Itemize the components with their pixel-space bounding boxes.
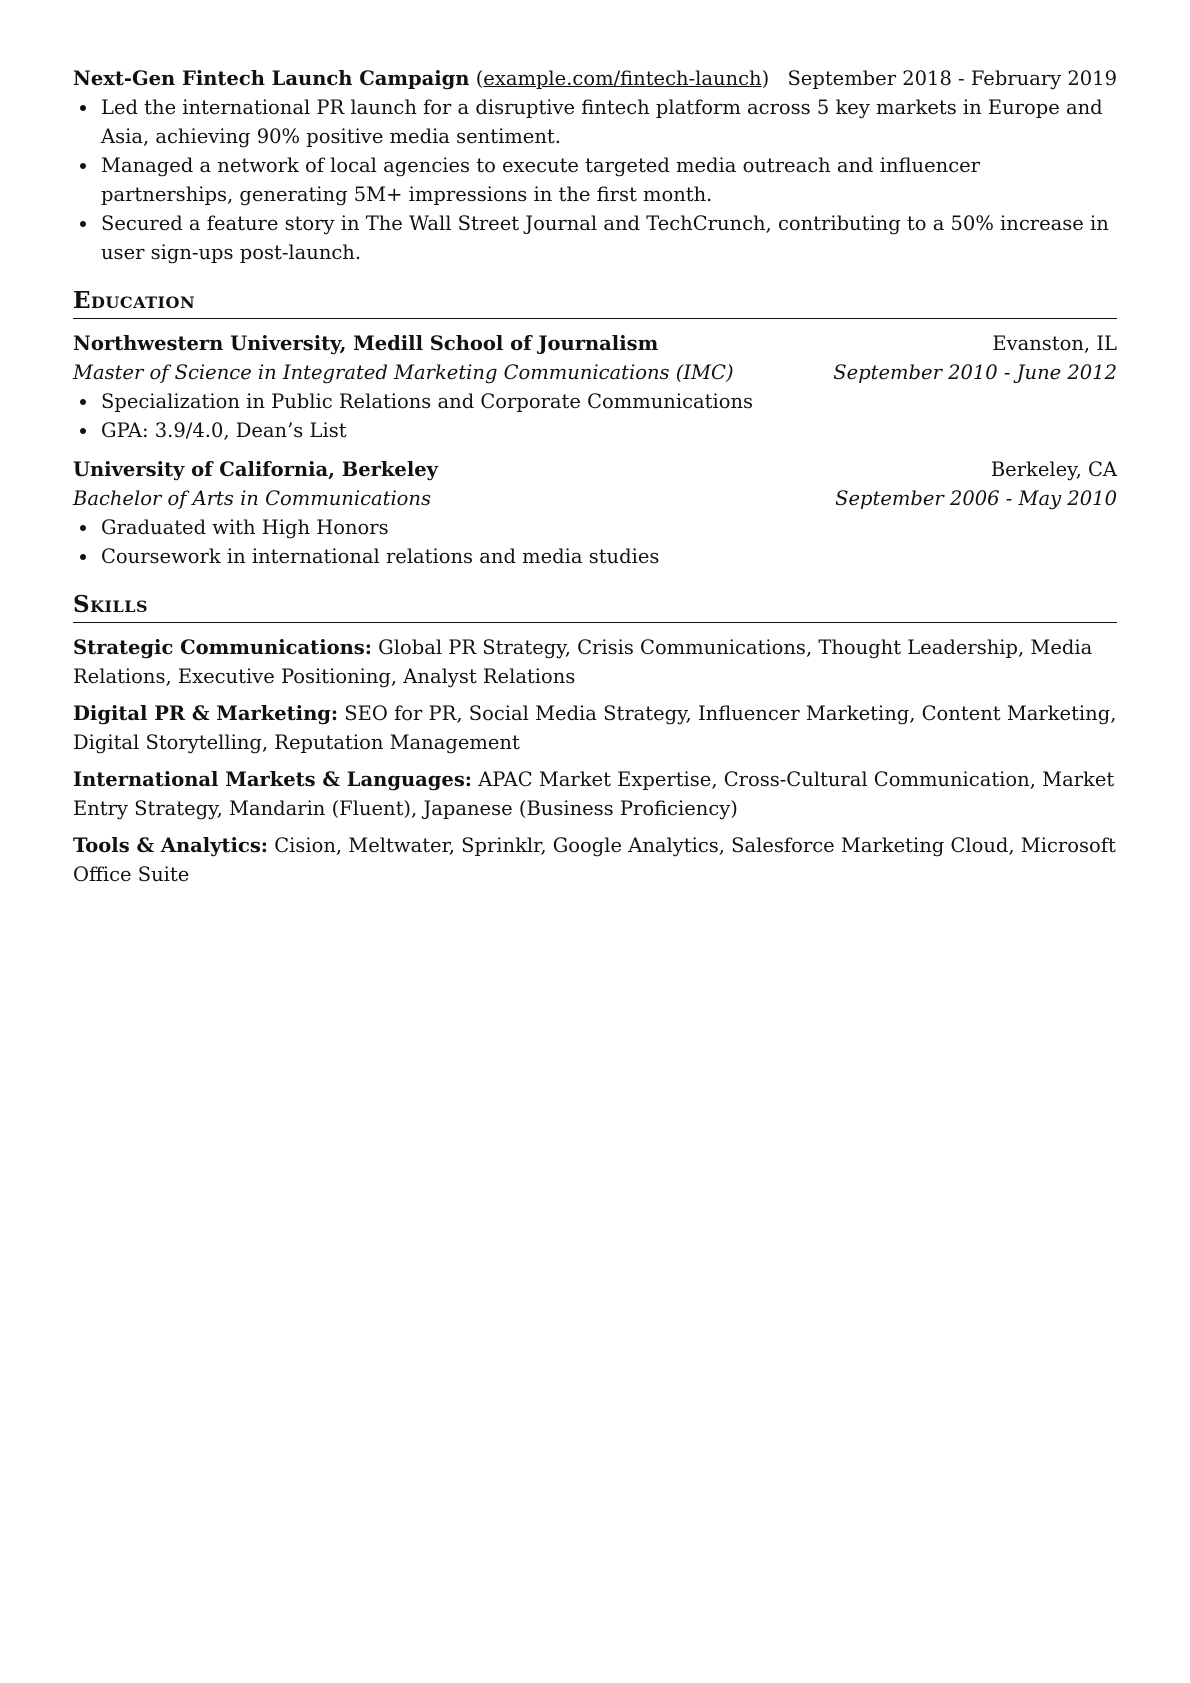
education-entry-header: [73, 455, 1117, 484]
skill-item: [73, 699, 1117, 757]
school-location: Evanston, IL: [992, 332, 1117, 355]
list-item: GPA: 3.9/4.0, Dean’s List: [73, 416, 1117, 445]
list-item: Managed a network of local agencies to execute targeted media outreach and influencer partnerships, generating 5M+ impressions in the first month.: [73, 151, 1117, 209]
school-location: Berkeley, CA: [990, 458, 1117, 481]
skill-item: [73, 633, 1117, 691]
project-header: [73, 64, 1117, 93]
project-title-group: [73, 64, 769, 93]
project-dates: September 2018 - February 2019: [787, 67, 1117, 90]
skill-value: Cision, Meltwater, Sprinklr, Google Analytics, Salesforce Marketing Cloud, Microsoft Office Suite: [73, 834, 1116, 886]
education-entry-subheader: [73, 358, 1117, 387]
skill-label: Strategic Communications:: [73, 636, 372, 659]
skill-label: Digital PR & Marketing:: [73, 702, 339, 725]
section-title-skills: Skills: [73, 591, 1117, 623]
section-title-education: Education: [73, 287, 1117, 319]
school-name: University of California, Berkeley: [73, 458, 438, 481]
project-bullets: [73, 93, 1117, 267]
list-item: Specialization in Public Relations and Corporate Communications: [73, 387, 1117, 416]
education-dates: September 2010 - June 2012: [833, 361, 1117, 384]
education-bullets: [73, 387, 1117, 445]
education-entry-header: [73, 329, 1117, 358]
skill-item: [73, 765, 1117, 823]
skill-label: Tools & Analytics:: [73, 834, 268, 857]
project-link[interactable]: example.com/fintech-launch: [483, 67, 762, 90]
skill-value: SEO for PR, Social Media Strategy, Influencer Marketing, Content Marketing, Digital Storytelling, Reputation Management: [73, 702, 1117, 754]
project-entry: [73, 64, 1117, 267]
education-entry-subheader: [73, 484, 1117, 513]
degree: Master of Science in Integrated Marketing Communications (IMC): [73, 361, 734, 384]
list-item: Led the international PR launch for a disruptive fintech platform across 5 key markets in Europe and Asia, achieving 90% positive media sentiment.: [73, 93, 1117, 151]
education-section: [73, 287, 1117, 571]
project-name: Next-Gen Fintech Launch Campaign: [73, 67, 470, 90]
skill-item: [73, 831, 1117, 889]
skill-value: APAC Market Expertise, Cross-Cultural Communication, Market Entry Strategy, Mandarin (Fluent), Japanese (Business Proficiency): [73, 768, 1115, 820]
project-link-open: (: [475, 67, 484, 90]
list-item: Graduated with High Honors: [73, 513, 1117, 542]
school-name: Northwestern University, Medill School of Journalism: [73, 332, 659, 355]
education-bullets: [73, 513, 1117, 571]
education-dates: September 2006 - May 2010: [835, 487, 1117, 510]
degree: Bachelor of Arts in Communications: [73, 487, 431, 510]
skill-label: International Markets & Languages:: [73, 768, 472, 791]
skills-section: [73, 591, 1117, 889]
education-entry: [73, 329, 1117, 445]
list-item: Coursework in international relations and media studies: [73, 542, 1117, 571]
education-entry: [73, 455, 1117, 571]
skill-value: Global PR Strategy, Crisis Communications, Thought Leadership, Media Relations, Executive Positioning, Analyst Relations: [73, 636, 1093, 688]
list-item: Secured a feature story in The Wall Street Journal and TechCrunch, contributing to a 50% increase in user sign-ups post-launch.: [73, 209, 1117, 267]
project-link-close: ): [761, 67, 770, 90]
